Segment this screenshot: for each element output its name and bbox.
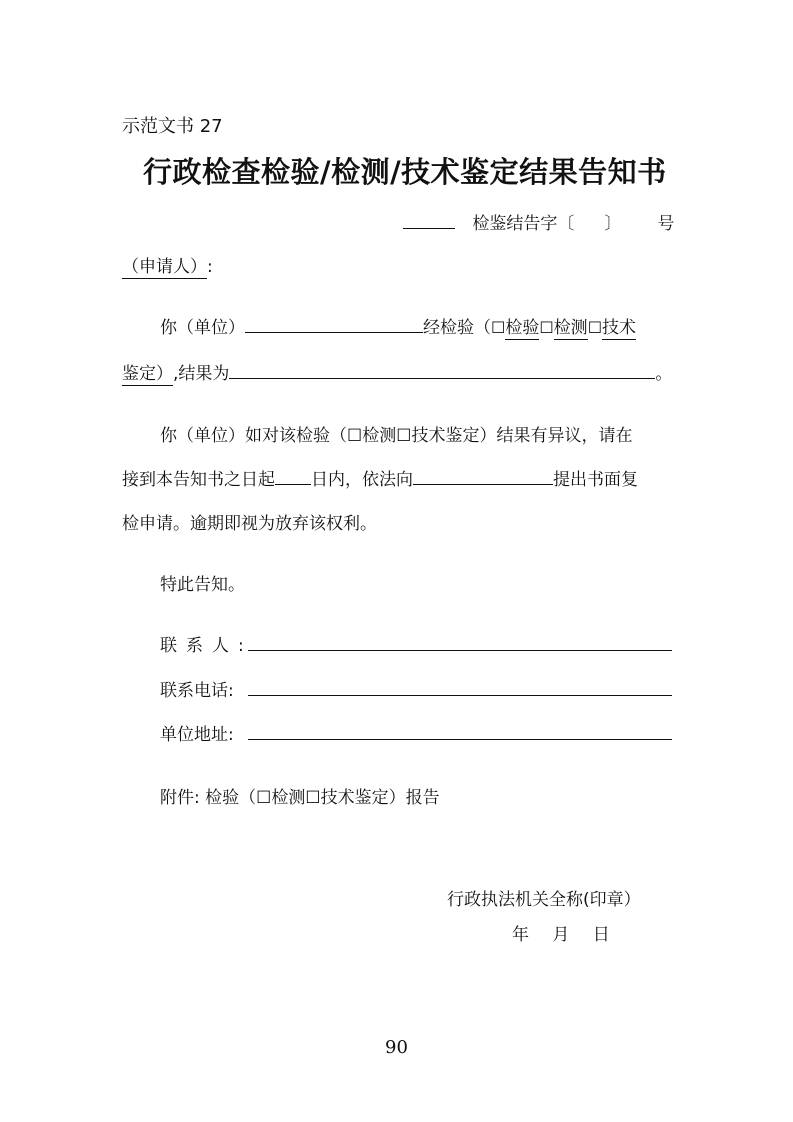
inspected-text: 经检验（ <box>423 318 491 338</box>
unit-name-blank <box>245 332 423 333</box>
receipt-text: 接到本告知书之日起 <box>122 470 275 490</box>
paragraph-1-line-2 <box>122 366 672 383</box>
checkbox-icon: ☐ <box>491 318 506 337</box>
days-blank <box>275 484 311 485</box>
result-label: ,结果为 <box>173 364 230 384</box>
paragraph-2-line-2 <box>122 472 638 489</box>
option-inspection: 检验 <box>505 318 540 338</box>
authority-blank <box>413 484 553 485</box>
document-number-line <box>403 216 674 233</box>
contact-row <box>160 638 672 655</box>
page-number: 90 <box>385 1037 408 1058</box>
notice-text: 特此告知。 <box>160 575 245 595</box>
number-bracket-close: 〕 <box>604 214 622 234</box>
checkbox-icon: ☐ <box>539 318 554 337</box>
you-unit-label: 你（单位） <box>160 318 245 338</box>
attachment-text: 附件: 检验（☐检测☐技术鉴定）报告 <box>160 788 440 808</box>
paragraph-2-line-3: 检申请。逾期即视为放弃该权利。 <box>122 514 377 534</box>
paragraph-1-line-1 <box>160 320 636 337</box>
phone-label: 联系电话: <box>160 681 234 701</box>
document-title: 行政检查检验/检测/技术鉴定结果告知书 <box>143 155 667 189</box>
contact-label: 联系人: <box>160 636 253 656</box>
number-prefix-blank <box>403 228 455 229</box>
date-line: 年 月 日 <box>512 925 610 945</box>
option-technical: 技术 <box>602 318 637 338</box>
result-blank <box>229 378 655 379</box>
recipient-colon: : <box>207 257 213 277</box>
phone-blank <box>248 695 672 696</box>
period: 。 <box>655 364 673 384</box>
address-blank <box>248 739 672 740</box>
address-label: 单位地址: <box>160 725 234 745</box>
phone-row <box>160 683 672 700</box>
submit-text: 提出书面复 <box>553 470 638 490</box>
contact-blank <box>248 650 672 651</box>
checkbox-icon: ☐ <box>587 318 603 337</box>
recipient-line <box>122 259 213 276</box>
paragraph-2-line-1: 你（单位）如对该检验（☐检测☐技术鉴定）结果有异议，请在 <box>160 426 633 446</box>
document-label: 示范文书 27 <box>122 116 223 137</box>
address-row <box>160 727 672 744</box>
option-testing: 检测 <box>553 318 588 338</box>
recipient-label: （申请人） <box>122 257 207 277</box>
number-suffix: 号 <box>657 214 675 234</box>
option-appraisal-continued: 鉴定） <box>122 364 173 384</box>
number-code-label: 检鉴结告字〔 <box>472 214 575 234</box>
days-text: 日内，依法向 <box>311 470 413 490</box>
agency-signature: 行政执法机关全称(印章） <box>447 890 641 910</box>
